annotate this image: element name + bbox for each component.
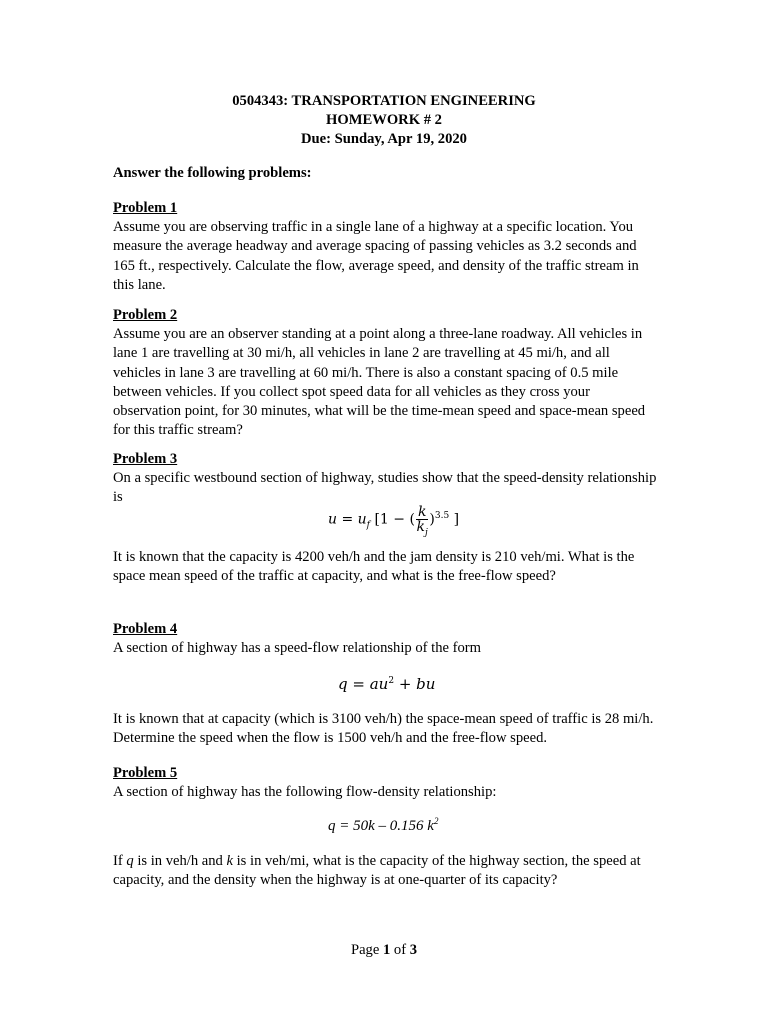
problem-3-text: On a specific westbound section of highway, studies show that the speed-density relationship is (113, 470, 657, 506)
total-pages-number: 3 (409, 942, 418, 958)
due-date: Due: Sunday, Apr 19, 2020 (301, 131, 467, 147)
current-page-number: 1 (382, 942, 391, 958)
problem-3 (113, 450, 658, 508)
problem-5-text: A section of highway has the following flow-density relationship: (113, 784, 497, 801)
page-footer: Page 1 of 3 (350, 942, 418, 958)
problem-3-text-after: It is known that the capacity is 4200 veh/h and the jam density is 210 veh/mi. What is the space mean speed of the traffic at capacity, and what is the free-flow speed? (113, 549, 635, 585)
problem-1 (113, 199, 658, 295)
problem-4-text: A section of highway has a speed-flow relationship of the form (113, 640, 481, 657)
problem-2-title: Problem 2 (113, 307, 178, 323)
problem-2-text: Assume you are an observer standing at a point along a three-lane roadway. All vehicles in lane 1 are travelling at 30 mi/h, all vehicles in lane 2 are travelling at 45 mi/h, and all vehicles in lane 3 are travelling at 60 mi/h. There is also a constant spacing of 0.5 mile between vehicles. If you collect spot speed data for all vehicles as they cross your observation point, for 30 minutes, what will be the time-mean speed and space-mean speed for this traffic stream? (113, 326, 646, 439)
homework-title: HOMEWORK # 2 (326, 112, 442, 128)
problem-5-equation: q = 50k – 0.156 $k^2$ (328, 816, 439, 834)
problem-5-title: Problem 5 (113, 765, 178, 781)
problem-1-title: Problem 1 (113, 200, 178, 216)
problem-1-text: Assume you are observing traffic in a single lane of a highway at a specific location. You measure the average headway and average spacing of passing vehicles as 3.2 seconds and 165 ft., respectively. Calculate the flow, average speed, and density of the traffic stream in this lane. (113, 219, 639, 293)
problem-3-equation: $u = u_f$ [1 − ( $\frac{k}{k_j}$ )$^{3.5}$ ] (328, 504, 460, 538)
problem-4-equation: $q = au^2$ + bu (338, 675, 436, 693)
problem-2 (113, 306, 658, 440)
k-over-kj-fraction: $\frac{k}{k_j}$ (416, 504, 428, 538)
problem-5-text-after: If q is in veh/h and k is in veh/mi, what is the capacity of the highway section, the speed at capacity, and the density when the highway is at one-quarter of its capacity? (113, 853, 641, 889)
instructions-lead: Answer the following problems: (113, 165, 312, 181)
problem-4-title: Problem 4 (113, 621, 178, 637)
problem-4 (113, 620, 658, 658)
problem-5 (113, 764, 658, 802)
document-header (0, 92, 768, 149)
problem-3-title: Problem 3 (113, 451, 178, 467)
problem-4-text-after: It is known that at capacity (which is 3100 veh/h) the space-mean speed of traffic is 28 mi/h. Determine the speed when the flow is 1500 veh/h and the free-flow speed. (113, 711, 654, 747)
course-title: 0504343: TRANSPORTATION ENGINEERING (232, 93, 536, 109)
